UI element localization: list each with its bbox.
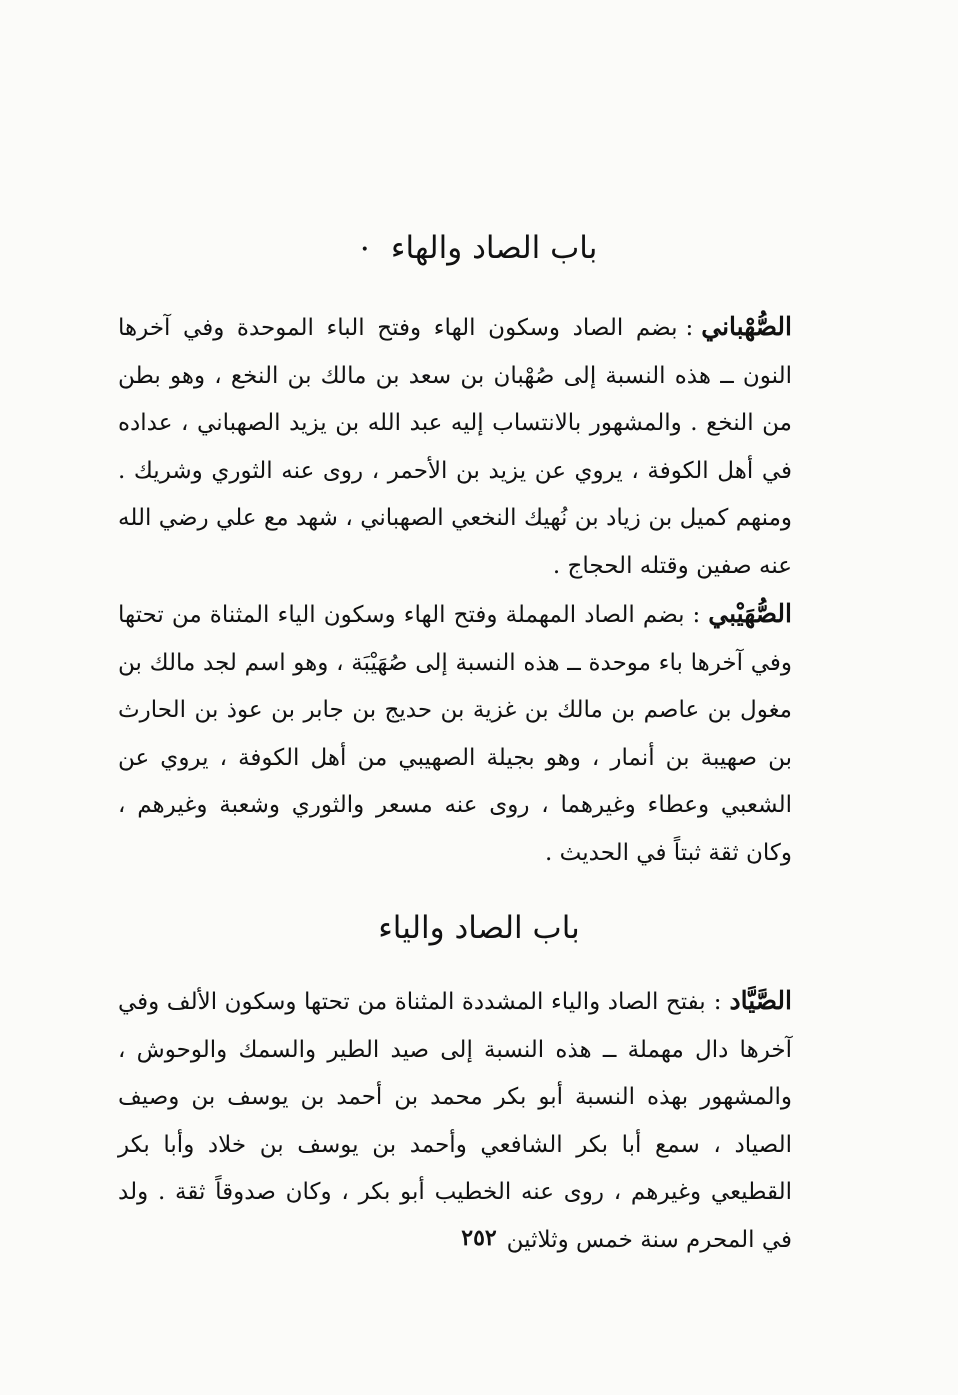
entry-term: الصُّهْباني [701, 312, 792, 341]
section-heading-sad-ya [0, 908, 958, 948]
section-heading-text: باب الصاد والياء [378, 910, 580, 946]
entry-separator: : [713, 989, 722, 1015]
heading-dot: • [360, 241, 369, 258]
entry-separator: : [692, 602, 701, 628]
section1-body [118, 303, 792, 877]
page-number: ٢٥٢ [461, 1225, 497, 1251]
section2-body [118, 977, 792, 1264]
section-heading-text: باب الصاد والهاء [390, 230, 598, 266]
section-heading-sad-ha [0, 228, 958, 270]
entry-body: بضم الصاد وسكون الهاء وفتح الباء الموحدة وفي آخرها النون ــ هذه النسبة إلى صُهْبان بن سعد بن مالك بن النخع ، وهو بطن من النخع . والمشهور بالانتساب إليه عبد الله بن يزيد الصهباني ، عداده في أهل الكوفة ، يروي عن يزيد بن الأحمر ، روى عنه الثوري وشريك . ومنهم كميل بن زياد بن نُهيك النخعي الصهباني ، شهد مع علي رضي الله عنه صفين وقتله الحجاج . [118, 315, 792, 579]
entry-suhaybi [118, 590, 792, 877]
entry-term: الصُّهَيْبي [708, 599, 792, 628]
entry-separator: : [685, 315, 694, 341]
entry-sayyad [118, 977, 792, 1264]
entry-body: بفتح الصاد والياء المشددة المثناة من تحتها وسكون الألف وفي آخرها دال مهملة ــ هذه النسبة إلى صيد الطير والسمك والوحوش ، والمشهور بهذه النسبة أبو بكر محمد بن أحمد بن يوسف بن وصيف الصياد ، سمع أبا بكر الشافعي وأحمد بن يوسف بن خلاد وأبا بكر القطيعي وغيرهم ، روى عنه الخطيب أبو بكر ، وكان صدوقاً ثقة . ولد في المحرم سنة خمس وثلاثين [118, 989, 792, 1253]
entry-body: بضم الصاد المهملة وفتح الهاء وسكون الياء المثناة من تحتها وفي آخرها باء موحدة ــ هذه النسبة إلى صُهَيْبَة ، وهو اسم لجد مالك بن مغول بن عاصم بن مالك بن غزية بن حديج بن جابر بن عوذ بن الحارث بن صهيبة بن أنمار ، وهو بجيلة الصهيبي من أهل الكوفة ، يروي عن الشعبي وعطاء وغيرهما ، روى عنه مسعر والثوري وشعبة وغيرهم ، وكان ثقة ثبتاً في الحديث . [118, 602, 792, 866]
entry-term: الصَّيَّاد [729, 986, 792, 1015]
entry-suhbani [118, 303, 792, 590]
